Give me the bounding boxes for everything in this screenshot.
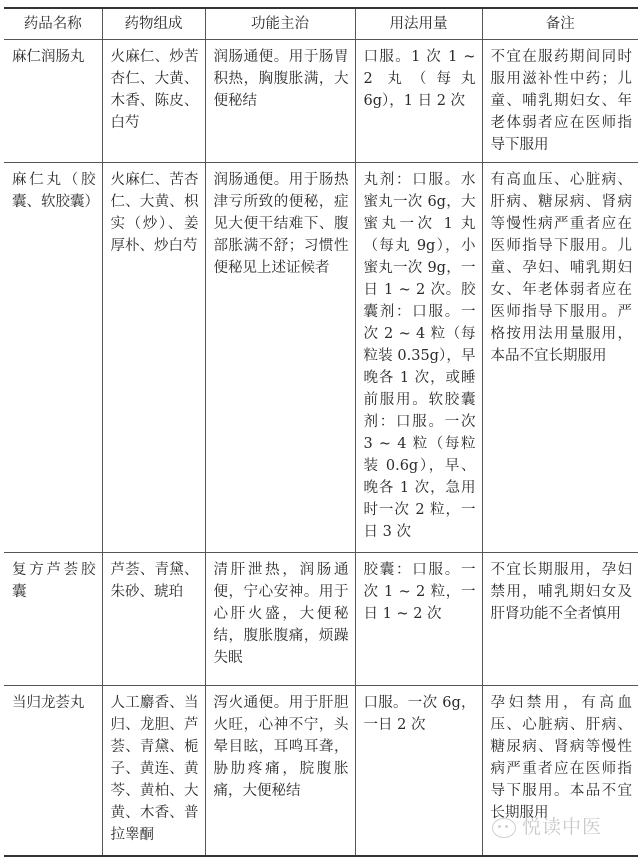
cell-usage: 口服。1 次 1 ~ 2 丸（每丸 6g），1 日 2 次 — [355, 40, 482, 163]
table-row — [4, 553, 638, 686]
cell-composition: 人工麝香、当归、龙胆、芦荟、青黛、栀子、黄连、黄芩、黄柏、大黄、木香、普拉睾酮 — [102, 686, 205, 856]
cell-name: 麻仁润肠丸 — [4, 40, 102, 163]
cell-name: 当归龙荟丸 — [4, 686, 102, 856]
header-composition: 药物组成 — [102, 8, 205, 40]
cell-composition: 火麻仁、炒苦杏仁、大黄、木香、陈皮、白芍 — [102, 40, 205, 163]
watermark-text: 悦读中医 — [522, 816, 603, 838]
cell-usage: 丸剂：口服。水蜜丸一次 6g，大蜜丸一次 1 丸（每丸 9g），小蜜丸一次 9g，一日 1 ~ 2 次。胶囊剂：口服。一次 2 ~ 4 粒（每粒装 0.35g），早晚各 1 次，或睡前服用。软胶囊剂：口服。一次 3 ~ 4 粒（每粒装 0.6g），早、晚各 1 次，急用时一次 2 粒，一日 3 次 — [355, 163, 482, 553]
cell-composition: 芦荟、青黛、朱砂、琥珀 — [102, 553, 205, 686]
cell-composition: 火麻仁、苦杏仁、大黄、枳实（炒）、姜厚朴、炒白芍 — [102, 163, 205, 553]
cell-usage: 胶囊：口服。一次 1 ~ 2 粒，一日 1 ~ 2 次 — [355, 553, 482, 686]
cell-notes: 不宜长期服用，孕妇禁用，哺乳期妇女及肝肾功能不全者慎用 — [482, 553, 638, 686]
header-row — [4, 8, 638, 40]
cell-name: 复方芦荟胶囊 — [4, 553, 102, 686]
cell-notes: 不宜在服药期间同时服用滋补性中药；儿童、哺乳期妇女、年老体弱者应在医师指导下服用 — [482, 40, 638, 163]
drug-table — [4, 7, 638, 857]
cell-function: 泻火通便。用于肝胆火旺，心神不宁，头晕目眩，耳鸣耳聋，胁肋疼痛，脘腹胀痛，大便秘结 — [205, 686, 355, 856]
cell-name: 麻仁丸（胶囊、软胶囊） — [4, 163, 102, 553]
header-usage: 用法用量 — [355, 8, 482, 40]
header-notes: 备注 — [482, 8, 638, 40]
cell-function: 润肠通便。用于肠胃积热，胸腹胀满，大便秘结 — [205, 40, 355, 163]
header-name: 药品名称 — [4, 8, 102, 40]
cell-function: 润肠通便。用于肠热津亏所致的便秘，症见大便干结难下、腹部胀满不舒；习惯性便秘见上述证候者 — [205, 163, 355, 553]
table-row — [4, 163, 638, 553]
cell-usage: 口服。一次 6g，一日 2 次 — [355, 686, 482, 856]
watermark — [492, 812, 602, 839]
cell-notes: 孕妇禁用，有高血压、心脏病、肝病、糖尿病、肾病等慢性病严重者应在医师指导下服用。本品不宜长期服用 — [482, 686, 638, 856]
cell-function: 清肝泄热，润肠通便，宁心安神。用于心肝火盛，大便秘结，腹胀腹痛，烦躁失眠 — [205, 553, 355, 686]
header-function: 功能主治 — [205, 8, 355, 40]
table-row — [4, 40, 638, 163]
wechat-icon — [492, 818, 516, 838]
cell-notes: 有高血压、心脏病、肝病、糖尿病、肾病等慢性病严重者应在医师指导下服用。儿童、孕妇、哺乳期妇女、年老体弱者应在医师指导下服用。严格按用法用量服用，本品不宜长期服用 — [482, 163, 638, 553]
